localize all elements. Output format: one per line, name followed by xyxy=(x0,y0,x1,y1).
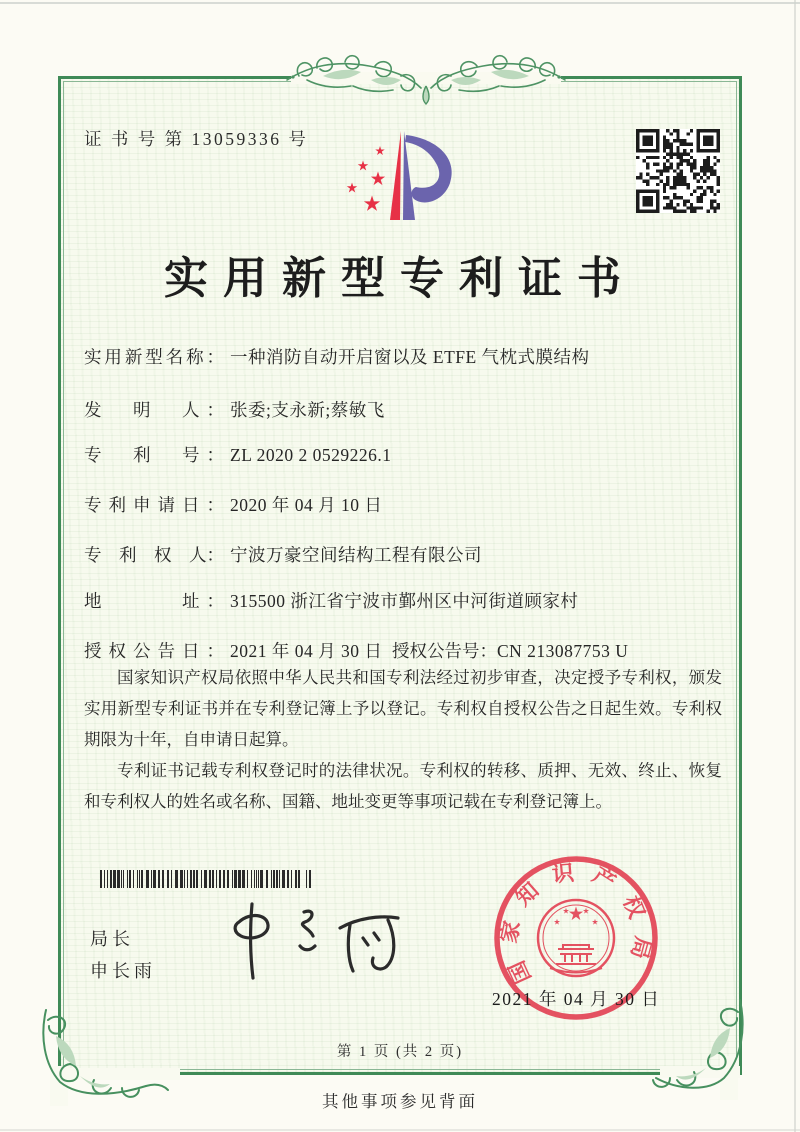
legal-text xyxy=(84,662,722,817)
field-row-grant xyxy=(84,638,629,663)
dragon-ornament xyxy=(283,46,569,106)
certificate-title: 实用新型专利证书 xyxy=(164,254,636,303)
svg-text:国家知识产权局 xyxy=(496,859,656,988)
scan-edge-bottom xyxy=(0,1129,800,1131)
field-value: 315500 浙江省宁波市鄞州区中河街道顾家村 xyxy=(230,591,579,611)
field-label: 授权公告日： xyxy=(84,641,224,661)
field-value: 2021 年 04 月 30 日 xyxy=(230,641,383,661)
body-paragraph-1: 国家知识产权局依照中华人民共和国专利法经过初步审查，决定授予专利权，颁发实用新型专利证书并在专利登记簿上予以登记。专利权自授权公告之日起生效。专利权期限为十年，自申请日起算。 xyxy=(84,668,722,749)
field-value: ZL 2020 2 0529226.1 xyxy=(230,445,392,465)
page-number: 第 1 页 (共 2 页) xyxy=(336,1044,464,1060)
field-label: 实用新型名称： xyxy=(84,347,224,367)
back-note: 其他事项参见背面 xyxy=(322,1092,478,1111)
field-row-filing-date xyxy=(84,492,382,517)
field-label: 专利申请日： xyxy=(84,495,224,515)
field-row-patent-number xyxy=(84,442,391,467)
body-paragraph-2: 专利证书记载专利权登记时的法律状况。专利权的转移、质押、无效、终止、恢复和专利权人的姓名或名称、国籍、地址变更等事项记载在专利登记簿上。 xyxy=(84,761,722,811)
scan-edge-right xyxy=(794,0,796,1132)
director-signature xyxy=(220,898,420,986)
field-value: 宁波万豪空间结构工程有限公司 xyxy=(230,545,482,565)
field-row-address xyxy=(84,588,578,613)
seal-date: 2021 年 04 月 30 日 xyxy=(492,989,661,1009)
national-emblem xyxy=(538,900,614,976)
seal-text: 国家知识产权局 xyxy=(495,858,657,988)
logo-purple-pillar xyxy=(403,131,415,220)
scan-edge-top xyxy=(0,2,800,4)
grant-number-pair xyxy=(392,638,628,663)
cnipa-logo xyxy=(336,127,464,224)
director-name: 申长雨 xyxy=(90,961,156,981)
field-row-inventors xyxy=(84,397,385,422)
field-label: 发 明 人： xyxy=(84,400,224,420)
field-label: 专 利 权 人： xyxy=(84,545,224,565)
field-label: 授权公告号： xyxy=(392,641,497,661)
qr-code xyxy=(636,129,720,213)
logo-p-bowl xyxy=(405,135,452,202)
field-label: 地 址： xyxy=(84,591,224,611)
field-row-patent-name xyxy=(84,344,590,369)
field-value: CN 213087753 U xyxy=(497,641,629,661)
certificate-number: 证 书 号 第 13059336 号 xyxy=(84,129,309,149)
field-value: 一种消防自动开启窗以及 ETFE 气枕式膜结构 xyxy=(230,347,590,367)
field-row-patentee xyxy=(84,542,482,567)
field-value: 张委;支永新;蔡敏飞 xyxy=(230,400,385,420)
director-title: 局长 xyxy=(90,929,134,949)
logo-red-pillar xyxy=(390,131,401,220)
barcode xyxy=(100,870,312,888)
field-value: 2020 年 04 月 10 日 xyxy=(230,495,383,515)
logo-stars xyxy=(347,146,385,211)
field-label: 专 利 号： xyxy=(84,445,224,465)
